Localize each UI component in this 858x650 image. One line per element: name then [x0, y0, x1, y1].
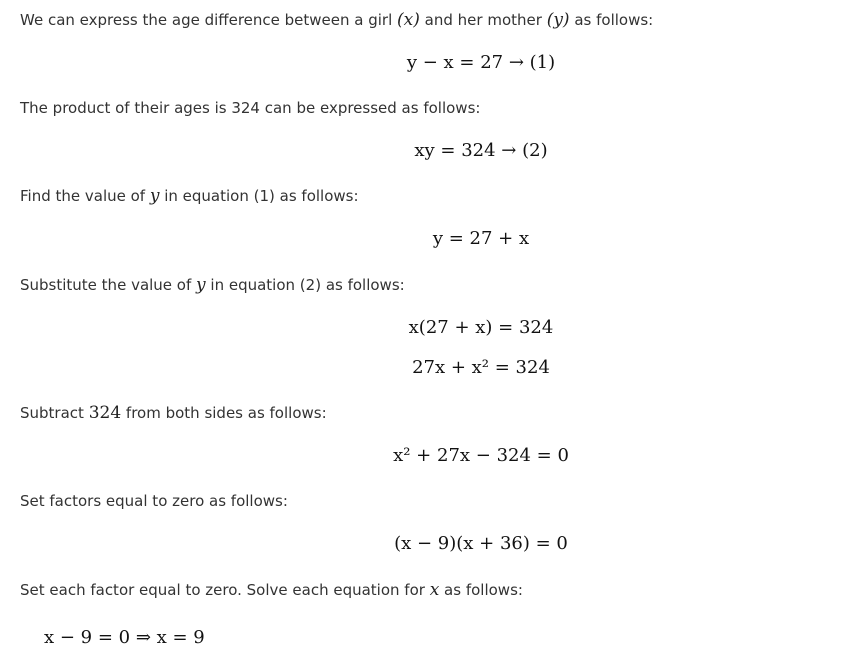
subtract-value: 324	[88, 403, 122, 423]
substitute-text-pre: Substitute the value of	[20, 276, 197, 294]
equation-6: x² + 27x − 324 = 0	[393, 445, 569, 466]
intro-text-post: as follows:	[569, 11, 654, 29]
find-y-text	[20, 186, 359, 206]
find-y-text-post: in equation (1) as follows:	[159, 187, 359, 205]
equation-2: xy = 324 → (2)	[414, 140, 548, 161]
intro-text-pre: We can express the age difference between a girl	[20, 11, 398, 29]
substitute-text	[20, 275, 405, 295]
subtract-text-pre: Subtract	[20, 404, 89, 422]
solve-text-post: as follows:	[439, 581, 523, 599]
y-variable-2: y	[196, 275, 206, 295]
equation-7: (x − 9)(x + 36) = 0	[394, 533, 568, 554]
equation-8: x − 9 = 0 ⇒ x = 9	[44, 627, 205, 648]
girl-variable: (x)	[397, 10, 420, 30]
x-variable: x	[429, 580, 440, 600]
equation-5: 27x + x² = 324	[412, 357, 550, 378]
intro-text-mid: and her mother	[419, 11, 547, 29]
solve-text	[20, 580, 523, 600]
equation-1: y − x = 27 → (1)	[406, 52, 556, 73]
substitute-text-post: in equation (2) as follows:	[205, 276, 405, 294]
intro-text	[20, 10, 653, 30]
equation-3: y = 27 + x	[432, 228, 530, 249]
subtract-text-post: from both sides as follows:	[121, 404, 327, 422]
subtract-text	[20, 403, 327, 423]
solve-text-pre: Set each factor equal to zero. Solve each equation for	[20, 581, 430, 599]
y-variable: y	[149, 186, 160, 206]
find-y-text-pre: Find the value of	[20, 187, 150, 205]
factors-text: Set factors equal to zero as follows:	[20, 492, 288, 510]
equation-4: x(27 + x) = 324	[408, 317, 554, 338]
mother-variable: (y)	[546, 10, 570, 30]
product-text: The product of their ages is 324 can be expressed as follows:	[20, 99, 481, 117]
